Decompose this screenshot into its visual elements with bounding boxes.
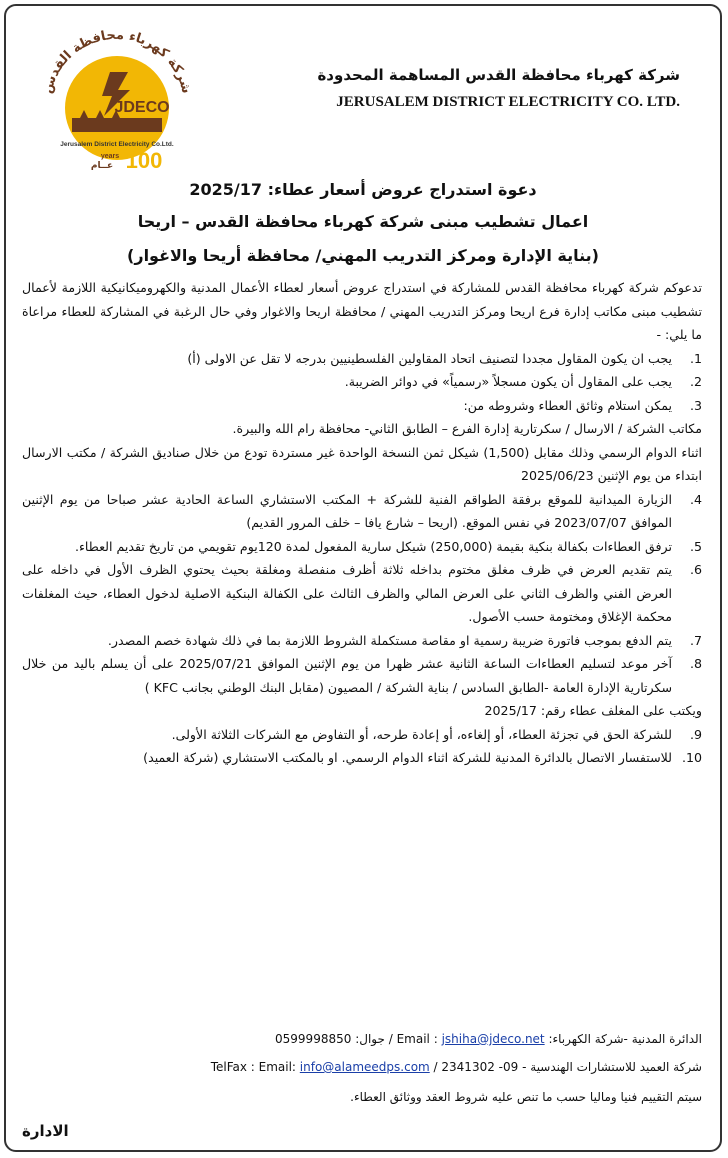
email-link-alameed[interactable]: info@alameedps.com [299, 1060, 430, 1074]
list-item: 6. يتم تقديم العرض في ظرف مغلق مختوم بداخله ثلاثة أظرف منفصلة ومغلقة بحيث يحتوي الظرف الأول في داخله على العرض الفني والظرف الثاني على العرض المالي والظرف الثالث على الكفالة البنكية الاصلية لدخول العطاء، حيث المغلفات محكمة الإغلاق ومختومة حسب الأصول. [22, 562, 702, 624]
list-item: 4. الزيارة الميدانية للموقع برفقة الطواقم الفنية للشركة + المكتب الاستشاري الساعة الحادية عشر صباحا من يوم الإثنين الموافق 2023/07/07 في نفس الموقع. (اريحا – شارع يافا – خلف المرور القديم) [22, 491, 702, 530]
tender-subject: اعمال تشطيب مبنى شركة كهرباء محافظة القدس – اريحا [137, 212, 589, 231]
list-item: 8. آخر موعد لتسليم العطاءات الساعة الثانية عشر ظهرا من يوم الإثنين الموافق 2025/07/21 على أن يسلم باليد من خلال سكرتارية الإدارة العامة -الطابق السادس / بناية الشركة / المصيون (مقابل البنك الوطني بجانب KFC ) [22, 656, 702, 695]
email-link-jdeco[interactable]: jshiha@jdeco.net [441, 1032, 545, 1046]
list-item: 2. يجب على المقاول أن يكون مسجلاً «رسمياً» في دوائر الضريبة. [344, 374, 702, 389]
logo-anniversary-word-ar: عــام [90, 161, 114, 170]
list-item: 3. يمكن استلام وثائق العطاء وشروطه من: [463, 397, 702, 413]
list-item: 5. ترفق العطاءات بكفالة بنكية بقيمة (250,000) شيكل سارية المفعول لمدة 120يوم تقويمي من تاريخ تقديم العطاء. [74, 538, 702, 554]
company-name-arabic: شركة كهرباء محافظة القدس المساهمة المحدودة [317, 66, 680, 84]
list-item: 7. يتم الدفع بموجب فاتورة ضريبة رسمية او مقاصة مستكملة الشروط اللازمة بما في ذلك شهادة خصم المصدر. [107, 632, 702, 648]
jdeco-logo [32, 20, 202, 170]
documents-fee: اثناء الدوام الرسمي وذلك مقابل (1,500) شيكل ثمن النسخة الواحدة غير مستردة تودع من خلال صناديق الشركة / مكتب الارسال ابتداء من يوم الإثنين 2025/06/23 [22, 444, 702, 483]
logo-brand: JDECO [114, 99, 170, 116]
list-item: 9. للشركة الحق في تجزئة العطاء، أو إلغاءه، أو إعادة طرحه، أو التفاوض مع الشركات الثلاثة الأولى. [171, 726, 702, 742]
signature-management: الادارة [22, 1122, 69, 1140]
contact-civil-department: الدائرة المدنية -شركة الكهرباء: Email : jshiha@jdeco.net / جوال: 0599998850 [275, 1032, 702, 1046]
logo-anniversary-word-en: years [100, 153, 120, 160]
list-item: 10. للاستفسار الاتصال بالدائرة المدنية للشركة اثناء الدوام الرسمي. او بالمكتب الاستشاري (شركة العميد) [143, 750, 702, 765]
tender-title: دعوة استدراج عروض أسعار عطاء: 2025/17 [189, 180, 537, 199]
logo-arabic-arc: شركة كهرباء محافظة القدس [40, 27, 194, 96]
contact-consultant: شركة العميد للاستشارات الهندسية - 09- 2341302 / TelFax : Email: info@alameedps.com [210, 1060, 702, 1074]
logo-company-small: Jerusalem District Electricity Co.Ltd. [60, 141, 174, 148]
company-name-english: JERUSALEM DISTRICT ELECTRICITY CO. LTD. [336, 94, 680, 110]
evaluation-note: سيتم التقييم فنيا وماليا حسب ما تنص عليه شروط العقد ووثائق العطاء. [350, 1090, 702, 1104]
tender-location: (بناية الإدارة ومركز التدريب المهني/ محافظة أريحا والاغوار) [127, 246, 599, 265]
list-item: 1. يجب ان يكون المقاول مجددا لتصنيف اتحاد المقاولين الفلسطينيين بدرجه لا تقل عن الاولى (أ) [187, 350, 702, 366]
intro-paragraph: تدعوكم شركة كهرباء محافظة القدس للمشاركة في استدراج عروض أسعار لعطاء الأعمال المدنية والكهروميكانيكية اللازمة لأعمال تشطيب مبنى مكاتب إدارة فرع اريحا ومركز التدريب المهني / محافظة اريحا والاغوار وفي حال الرغبة في المشاركة للعطاء مراعاة ما يلي: - [22, 280, 702, 342]
logo-anniversary-number: 100 [125, 148, 163, 170]
documents-location: مكاتب الشركة / الارسال / سكرتارية إدارة الفرع – الطابق الثاني- محافظة رام الله والبيرة. [232, 421, 702, 436]
page-frame [4, 4, 722, 1152]
envelope-note: ويكتب على المغلف عطاء رقم: 2025/17 [484, 703, 702, 718]
tender-body [22, 276, 702, 770]
